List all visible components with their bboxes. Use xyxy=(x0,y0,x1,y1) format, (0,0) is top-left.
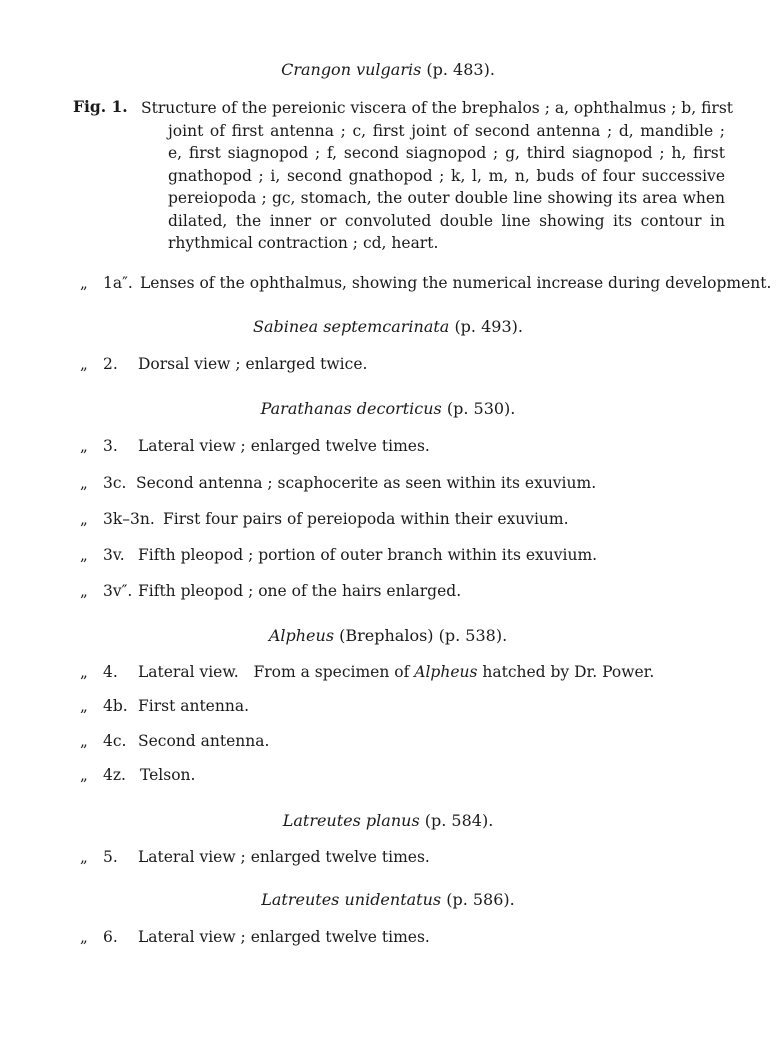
figure-caption: Second antenna. xyxy=(138,732,270,750)
figure-caption: Fifth pleopod ; portion of outer branch within its exuvium. xyxy=(138,546,598,564)
figure-number: 3v″. xyxy=(103,582,133,600)
figure-number: 6. xyxy=(103,928,118,946)
fig1-line: joint of first antenna ; c, first joint of second antenna ; d, mandible ; xyxy=(168,121,725,140)
ditto-mark: „ xyxy=(80,663,88,681)
section-heading-latreutes-planus xyxy=(0,811,776,831)
species-name: Latreutes planus xyxy=(282,811,420,830)
ditto-mark: „ xyxy=(80,355,88,373)
species-name: Crangon vulgaris xyxy=(281,60,422,79)
figure-number: 5. xyxy=(103,848,118,866)
species-name: Sabinea septemcarinata xyxy=(253,317,450,336)
species-name: Parathanas decorticus xyxy=(260,399,442,418)
ditto-mark: „ xyxy=(80,274,88,292)
ditto-mark: „ xyxy=(80,474,88,492)
fig1-label: Fig. 1. xyxy=(73,97,128,116)
fig1-line: gnathopod ; i, second gnathopod ; k, l, m, n, buds of four successive xyxy=(168,166,725,185)
figure-number: 4b. xyxy=(103,697,128,715)
figure-caption: Second antenna ; scaphocerite as seen within its exuvium. xyxy=(136,474,597,492)
figure-number: 1a″. xyxy=(103,274,133,292)
fig1-line: rhythmical contraction ; cd, heart. xyxy=(168,234,439,252)
qualifier: (Brephalos) xyxy=(339,626,434,645)
fig1-line: Structure of the pereionic viscera of the brephalos ; a, ophthalmus ; b, first xyxy=(141,99,733,117)
fig1-caption xyxy=(141,97,733,255)
figure-number: 4. xyxy=(103,663,118,681)
ditto-mark: „ xyxy=(80,848,88,866)
figure-number: 3c. xyxy=(103,474,127,492)
fig1-line: pereiopoda ; gc, stomach, the outer double line showing its area when xyxy=(168,189,725,207)
ditto-mark: „ xyxy=(80,697,88,715)
caption-genus: Alpheus xyxy=(414,663,478,681)
fig1-line: e, first siagnopod ; f, second siagnopod ; g, third siagnopod ; h, first xyxy=(168,144,725,162)
page-ref: (p. 493). xyxy=(454,317,523,336)
figure-number: 3v. xyxy=(103,546,125,564)
section-heading-sabinea xyxy=(0,317,776,337)
page-ref: (p. 584). xyxy=(424,811,494,830)
page-ref: (p. 586). xyxy=(446,890,515,909)
ditto-mark: „ xyxy=(80,582,88,600)
figure-caption: First four pairs of pereiopoda within their exuvium. xyxy=(163,510,569,528)
figure-number: 3. xyxy=(103,437,118,455)
figure-caption: Dorsal view ; enlarged twice. xyxy=(138,355,368,373)
figure-caption: Lateral view ; enlarged twelve times. xyxy=(138,848,430,866)
section-heading-parathanas xyxy=(0,399,776,419)
section-heading-latreutes-unidentatus xyxy=(0,890,776,910)
ditto-mark: „ xyxy=(80,546,88,564)
ditto-mark: „ xyxy=(80,928,88,946)
species-name: Latreutes unidentatus xyxy=(261,890,442,909)
page-ref: (p. 530). xyxy=(446,399,516,418)
section-heading-alpheus xyxy=(0,626,776,646)
fig1-line: dilated, the inner or convoluted double line showing its contour in xyxy=(168,211,725,230)
page-ref: (p. 538). xyxy=(438,626,508,645)
figure-caption: Lateral view ; enlarged twelve times. xyxy=(138,437,430,455)
section-heading-crangon xyxy=(0,60,776,80)
figure-number: 4c. xyxy=(103,732,127,750)
ditto-mark: „ xyxy=(80,732,88,750)
page-ref: (p. 483). xyxy=(426,60,495,79)
figure-caption: Fifth pleopod ; one of the hairs enlarged. xyxy=(138,582,462,600)
figure-number: 3k–3n. xyxy=(103,510,155,528)
figure-caption: Lateral view ; enlarged twelve times. xyxy=(138,928,430,946)
species-name: Alpheus xyxy=(268,626,335,645)
caption-text: hatched by Dr. Power. xyxy=(482,663,655,681)
ditto-mark: „ xyxy=(80,766,88,784)
figure-number: 4z. xyxy=(103,766,126,784)
figure-caption xyxy=(138,662,654,682)
caption-text: Lateral view. From a specimen of xyxy=(138,663,410,681)
figure-caption: First antenna. xyxy=(138,697,249,715)
ditto-mark: „ xyxy=(80,510,88,528)
ditto-mark: „ xyxy=(80,437,88,455)
figure-number: 2. xyxy=(103,355,118,373)
figure-caption: Telson. xyxy=(140,766,196,784)
figure-caption: Lenses of the ophthalmus, showing the numerical increase during development. xyxy=(140,274,772,292)
